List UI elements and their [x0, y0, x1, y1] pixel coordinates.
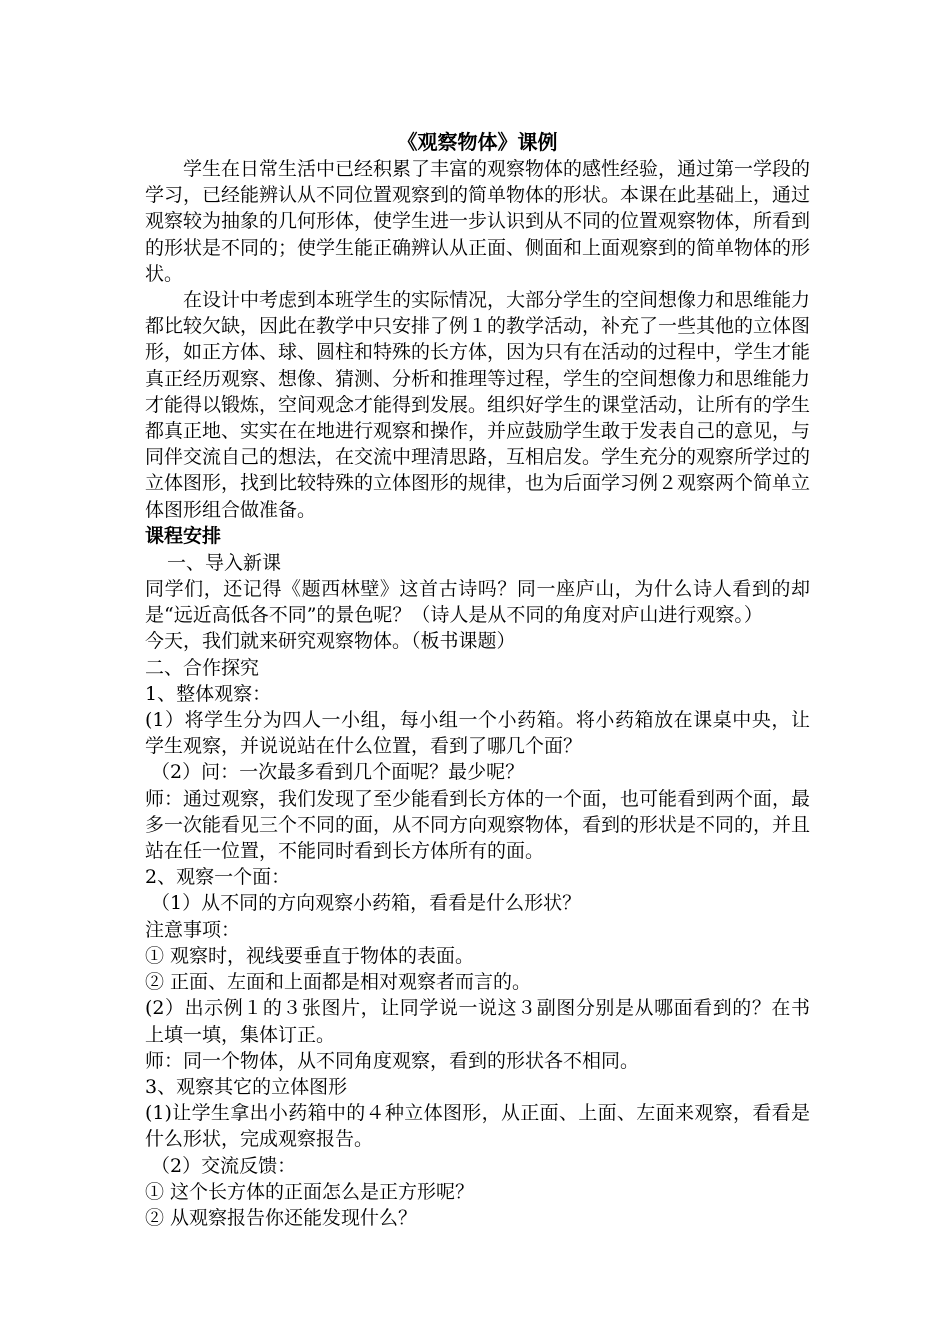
note-item-1: ① 观察时，视线要垂直于物体的表面。	[145, 944, 475, 967]
activity-pictures: (2）出示例１的３张图片，让同学说一说这３副图分别是从哪面看到的？在书上填一填，集体订正。	[145, 997, 810, 1046]
feedback-item-1: ① 这个长方体的正面怎么是正方形呢？	[145, 1180, 475, 1203]
step-heading-explore: 二、合作探究	[145, 656, 260, 679]
activity-group: (1）将学生分为四人一小组，每小组一个小药箱。将小药箱放在课桌中央，让学生观察，并说说站在什么位置，看到了哪几个面？	[145, 709, 810, 758]
section-heading: 课程安排	[145, 524, 222, 547]
intro-paragraph-2: 在设计中考虑到本班学生的实际情况，大部分学生的空间想像力和思维能力都比较欠缺，因此在教学中只安排了例１的教学活动，补充了一些其他的立体图形，如正方体、球、圆柱和特殊的长方体，因为只有在活动的过程中，学生才能真正经历观察、想像、猜测、分析和推理等过程，学生的空间想像力和思维能力才能得以锻炼，空间观念才能得到发展。组织好学生的课堂活动，让所有的学生都真正地、实实在在地进行观察和操作，并应鼓励学生敢于发表自己的意见，与同伴交流自己的想法，在交流中理清思路，互相启发。学生充分的观察所学过的立体图形，找到比较特殊的立体图形的规律，也为后面学习例２观察两个简单立体图形组合做准备。	[145, 289, 811, 521]
document-title: 《观察物体》课例	[397, 130, 558, 154]
teacher-summary-1: 师：通过观察，我们发现了至少能看到长方体的一个面，也可能看到两个面，最多一次能看见三个不同的面，从不同方向观察物体，看到的形状是不同的，并且站在任一位置，不能同时看到长方体所有的面。	[145, 787, 811, 863]
sub-heading-other-shapes: 3、观察其它的立体图形	[145, 1075, 348, 1098]
teacher-summary-2: 师：同一个物体，从不同角度观察，看到的形状各不相同。	[145, 1049, 640, 1072]
note-item-2: ② 正面、左面和上面都是相对观察者而言的。	[145, 971, 532, 994]
intro-question: 同学们，还记得《题西林壁》这首古诗吗？同一座庐山，为什么诗人看到的却是“远近高低各不同”的景色呢？（诗人是从不同的角度对庐山进行观察。）	[145, 578, 810, 627]
step-heading-intro: 一、导入新课	[167, 551, 282, 574]
sub-heading-overall: 1、整体观察：	[145, 682, 272, 705]
feedback-heading: （2）交流反馈：	[151, 1154, 297, 1177]
intro-paragraph-1: 学生在日常生活中已经积累了丰富的观察物体的感性经验，通过第一学段的学习，已经能辨认从不同位置观察到的简单物体的形状。本课在此基础上，通过观察较为抽象的几何形体，使学生进一步认识到从不同的位置观察物体，所看到的形状是不同的；使学生能正确辨认从正面、侧面和上面观察到的简单物体的形状。	[145, 158, 811, 285]
sub-heading-one-face: 2、观察一个面：	[145, 866, 291, 889]
feedback-item-2: ② 从观察报告你还能发现什么？	[145, 1206, 418, 1229]
activity-question: （2）问：一次最多看到几个面呢？最少呢？	[151, 761, 525, 784]
activity-report: (1)让学生拿出小药箱中的４种立体图形，从正面、上面、左面来观察，看看是什么形状，完成观察报告。	[145, 1102, 810, 1151]
activity-directions: （1）从不同的方向观察小药箱，看看是什么形状？	[151, 892, 582, 915]
intro-topic: 今天，我们就来研究观察物体。（板书课题）	[145, 630, 516, 653]
notes-heading: 注意事项：	[145, 918, 241, 941]
document-page	[145, 128, 810, 1231]
